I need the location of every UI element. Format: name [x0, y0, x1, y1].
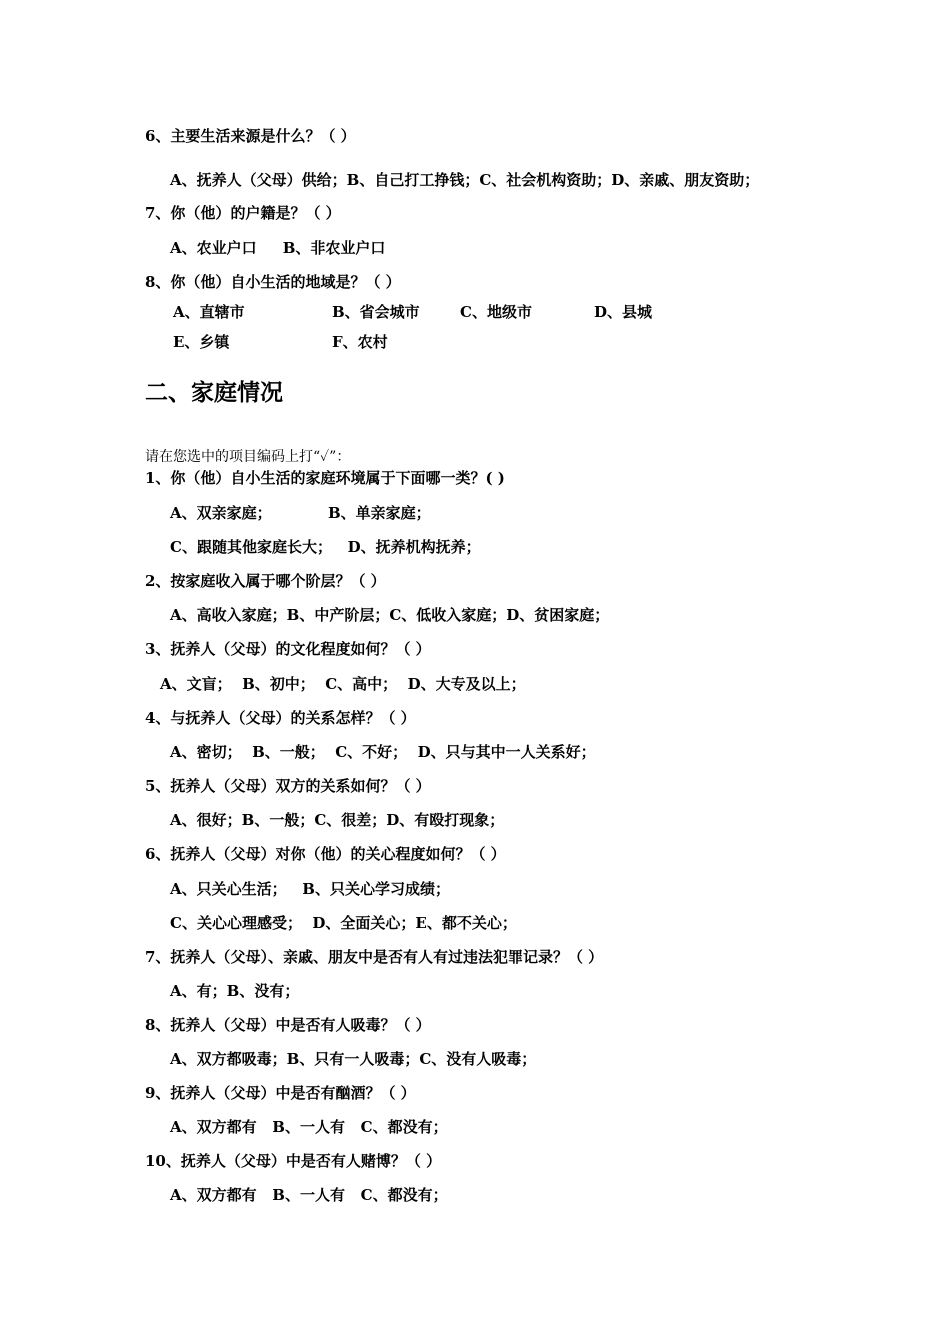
question-2-4: 4、与抚养人（父母）的关系怎样？（ ）: [145, 709, 416, 727]
question-2-1-option-b: B、单亲家庭；: [328, 504, 431, 522]
section-title: 二、家庭情况: [145, 380, 283, 406]
question-2-10-options: A、双方都有 B、一人有 C、都没有；: [170, 1186, 448, 1204]
question-2-8-options: A、双方都吸毒；B、只有一人吸毒；C、没有人吸毒；: [170, 1050, 537, 1068]
question-2-2-options: A、高收入家庭；B、中产阶层；C、低收入家庭；D、贫困家庭；: [170, 606, 610, 624]
question-1-8-option-a: A、直辖市: [173, 303, 245, 321]
question-2-6-options-2: C、关心心理感受； D、全面关心；E、都不关心；: [170, 914, 517, 932]
question-2-8: 8、抚养人（父母）中是否有人吸毒？（ ）: [145, 1016, 431, 1034]
question-2-3-options: A、文盲； B、初中； C、高中； D、大专及以上；: [160, 675, 526, 693]
question-2-3: 3、抚养人（父母）的文化程度如何？（ ）: [145, 640, 431, 658]
question-2-2: 2、按家庭收入属于哪个阶层？（ ）: [145, 572, 386, 590]
question-2-5: 5、抚养人（父母）双方的关系如何？（ ）: [145, 777, 431, 795]
question-1-8-option-e: E、乡镇: [173, 333, 230, 351]
question-2-1-option-a: A、双亲家庭；: [170, 504, 272, 522]
question-1-8-option-f: F、农村: [332, 333, 388, 351]
question-2-4-options: A、密切； B、一般； C、不好； D、只与其中一人关系好；: [170, 743, 596, 761]
question-1-6-options: A、抚养人（父母）供给；B、自己打工挣钱；C、社会机构资助；D、亲戚、朋友资助；: [170, 171, 760, 189]
question-1-8-option-c: C、地级市: [460, 303, 532, 321]
question-2-10: 10、抚养人（父母）中是否有人赌博？（ ）: [145, 1152, 442, 1170]
question-2-1: 1、你（他）自小生活的家庭环境属于下面哪一类？( ): [145, 469, 505, 487]
question-2-5-options: A、很好；B、一般；C、很差；D、有殴打现象；: [170, 811, 505, 829]
instruction-text: 请在您选中的项目编码上打“✓”：: [145, 449, 351, 465]
question-2-7: 7、抚养人（父母）、亲戚、朋友中是否有人有过违法犯罪记录？（ ）: [145, 948, 604, 966]
question-2-9-options: A、双方都有 B、一人有 C、都没有；: [170, 1118, 448, 1136]
question-1-6: 6、主要生活来源是什么？（ ）: [145, 127, 356, 145]
question-1-8: 8、你（他）自小生活的地域是？（ ）: [145, 273, 401, 291]
question-1-7: 7、你（他）的户籍是？（ ）: [145, 204, 341, 222]
question-1-8-option-b: B、省会城市: [332, 303, 420, 321]
question-1-7-options: A、农业户口 B、非农业户口: [170, 239, 386, 257]
question-1-8-option-d: D、县城: [594, 303, 653, 321]
question-2-9: 9、抚养人（父母）中是否有酗酒？（ ）: [145, 1084, 416, 1102]
question-2-6: 6、抚养人（父母）对你（他）的关心程度如何？（ ）: [145, 845, 506, 863]
question-2-1-options-cd: C、跟随其他家庭长大； D、抚养机构抚养；: [170, 538, 481, 556]
question-2-6-options-1: A、只关心生活； B、只关心学习成绩；: [170, 880, 450, 898]
question-2-7-options: A、有；B、没有；: [170, 982, 300, 1000]
